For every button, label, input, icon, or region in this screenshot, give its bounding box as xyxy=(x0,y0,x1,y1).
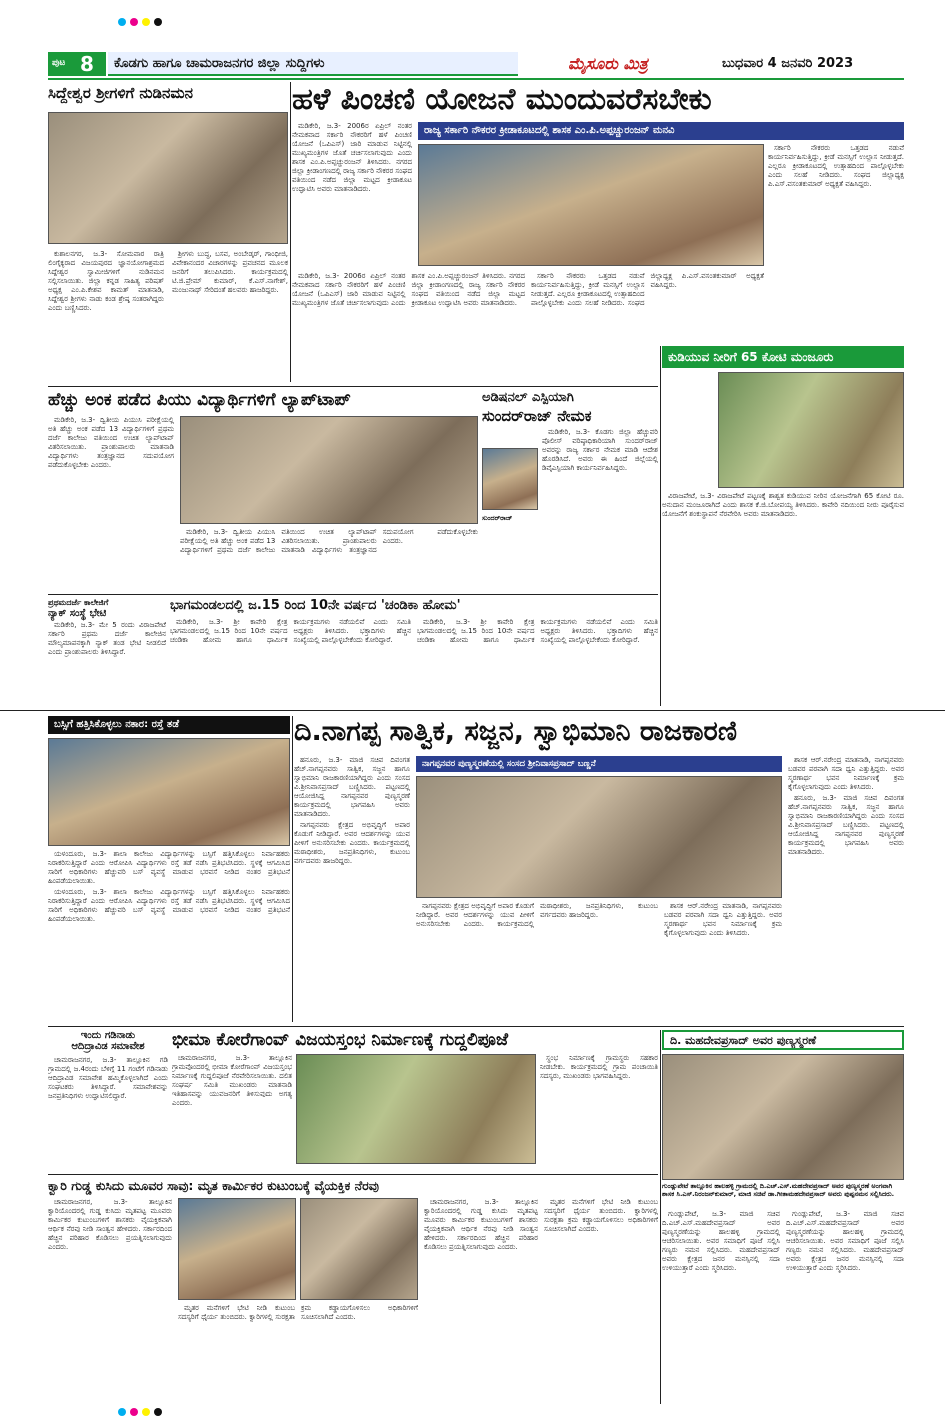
strap: ನಾಗಪ್ಪನವರ ಪುಣ್ಯಸ್ಮರಣೆಯಲ್ಲಿ ಸಂಸದ ಶ್ರೀನಿವಾಸಪ್ರಸಾದ್ ಬಣ್ಣನೆ xyxy=(422,759,596,769)
row-rule-3 xyxy=(48,1026,904,1027)
headline-line-2: ಸುಂದರ್‌ರಾಜ್ ನೇಮಕ xyxy=(482,407,592,425)
story-body-2: ಮೃತರ ಮನೆಗಳಿಗೆ ಭೇಟಿ ನೀಡಿ ಕುಟುಂಬ ಸದಸ್ಯರಿಗೆ ಧೈರ್ಯ ತುಂಬಿದರು. ಕ್ವಾರಿಗಳಲ್ಲಿ ಸುರಕ್ಷತಾ ಕ್ರಮ ಕಡ್ಡಾಯಗೊಳಿಸಲು ಅಧಿಕಾರಿಗಳಿಗೆ ಸೂಚಿಸಲಾಗಿದೆ ಎಂದರು. xyxy=(178,1304,418,1321)
headline: ಬಸ್ಸಿಗೆ ಹತ್ತಿಸಿಕೊಳ್ಳಲು ನಕಾರ: ರಸ್ತೆ ತಡೆ xyxy=(54,719,179,730)
story-quarry xyxy=(48,1178,658,1404)
headline-line-1: ಅಡಿಷನಲ್ ಎಸ್ಪಿಯಾಗಿ xyxy=(482,390,574,405)
story-body-2: ಶ್ರೀಗಳು ಬುದ್ಧ, ಬಸವ, ಅಂಬೇಡ್ಕರ್, ಗಾಂಧೀಜಿ, ವಿವೇಕಾನಂದರ ವಿಚಾರಗಳನ್ನು ಪ್ರವಚನದ ಮೂಲಕ ಜನರಿಗೆ ತಲುಪಿಸಿದರು. ಕಾರ್ಯಕ್ರಮದಲ್ಲಿ ಟಿ.ಜಿ.ಪ್ರೇಮ್ ಕುಮಾರ್, ಕೆ.ಎಸ್.ನಾಗೇಶ್, ಮಂಜುನಾಥ್ ಸೇರಿದಂತೆ ಹಲವರು ಹಾಜರಿದ್ದರು. xyxy=(172,250,288,294)
story-body: ಚಾಮರಾಜನಗರ, ಜ.3- ತಾಲ್ಲೂಕಿನ ಕ್ವಾರಿಯೊಂದರಲ್ಲಿ ಗುಡ್ಡ ಕುಸಿದು ಮೃತಪಟ್ಟ ಮೂವರು ಕಾರ್ಮಿಕರ ಕುಟುಂಬಗಳಿಗೆ ಶಾಸಕರು ವೈಯಕ್ತಿಕವಾಗಿ ಆರ್ಥಿಕ ನೆರವು ನೀಡಿ ಸಾಂತ್ವನ ಹೇಳಿದರು. ಸರ್ಕಾರದಿಂದ ಹೆಚ್ಚಿನ ಪರಿಹಾರ ಕೊಡಿಸಲು ಪ್ರಯತ್ನಿಸಲಾಗುವುದು ಎಂದರು. xyxy=(48,1198,172,1251)
story-body-2: ನಾಗಪ್ಪನವರು ಕ್ಷೇತ್ರದ ಅಭಿವೃದ್ಧಿಗೆ ಅಪಾರ ಕೊಡುಗೆ ನೀಡಿದ್ದಾರೆ. ಅವರ ಆದರ್ಶಗಳನ್ನು ಯುವ ಪೀಳಿಗೆ ಅನುಸರಿಸಬೇಕು ಎಂದರು. ಕಾರ್ಯಕ್ರಮದಲ್ಲಿ ಮಠಾಧೀಶರು, ಜನಪ್ರತಿನಿಧಿಗಳು, ಕುಟುಂಬ ವರ್ಗದವರು ಹಾಜರಿದ್ದರು. ಶಾಸಕ ಆರ್.ನರೇಂದ್ರ ಮಾತನಾಡಿ, ನಾಗಪ್ಪನವರು ಬಡವರ ಪರವಾಗಿ ಸದಾ ಧ್ವನಿ ಎತ್ತುತ್ತಿದ್ದರು. ಅವರ ಸ್ಮರಣಾರ್ಥ ಭವನ ನಿರ್ಮಾಣಕ್ಕೆ ಕ್ರಮ ಕೈಗೊಳ್ಳಲಾಗುವುದು ಎಂದು ತಿಳಿಸಿದರು. xyxy=(416,902,782,937)
story-chandika xyxy=(170,598,658,704)
row-rule-1 xyxy=(48,386,658,387)
section-title: ಕೊಡಗು ಹಾಗೂ ಚಾಮರಾಜನಗರ ಜಿಲ್ಲಾ ಸುದ್ದಿಗಳು xyxy=(114,56,325,71)
story-bus xyxy=(48,716,290,1022)
portrait-photo xyxy=(482,448,538,510)
headline: ದಿ.ನಾಗಪ್ಪ ಸಾತ್ವಿಕ, ಸಜ್ಜನ, ಸ್ವಾಭಿಮಾನಿ ರಾಜಕಾರಣಿ xyxy=(294,716,737,747)
story-body-3: ಶಾಸಕ ಆರ್.ನರೇಂದ್ರ ಮಾತನಾಡಿ, ನಾಗಪ್ಪನವರು ಬಡವರ ಪರವಾಗಿ ಸದಾ ಧ್ವನಿ ಎತ್ತುತ್ತಿದ್ದರು. ಅವರ ಸ್ಮರಣಾರ್ಥ ಭವನ ನಿರ್ಮಾಣಕ್ಕೆ ಕ್ರಮ ಕೈಗೊಳ್ಳಲಾಗುವುದು ಎಂದು ತಿಳಿಸಿದರು. ಹನೂರು, ಜ.3- ಮಾಜಿ ಸಚಿವ ದಿವಂಗತ ಹೆಚ್.ನಾಗಪ್ಪನವರು ಸಾತ್ವಿಕ, ಸಜ್ಜನ ಹಾಗೂ ಸ್ವಾಭಿಮಾನಿ ರಾಜಕಾರಣಿಯಾಗಿದ್ದರು ಎಂದು ಸಂಸದ ವಿ.ಶ್ರೀನಿವಾಸಪ್ರಸಾದ್ ಬಣ್ಣಿಸಿದರು. ಪಟ್ಟಣದಲ್ಲಿ ಆಯೋಜಿಸಿದ್ದ ನಾಗಪ್ಪನವರ ಪುಣ್ಯಸ್ಮರಣೆ ಕಾರ್ಯಕ್ರಮದಲ್ಲಿ ಭಾಗವಹಿಸಿ ಅವರು ಮಾತನಾಡಿದರು. xyxy=(788,756,904,856)
page-label: ಪುಟ xyxy=(52,58,66,68)
strap: ರಾಜ್ಯ ಸರ್ಕಾರಿ ನೌಕರರ ಕ್ರೀಡಾಕೂಟದಲ್ಲಿ ಶಾಸಕ ಎಂ.ಪಿ.ಅಪ್ಪಚ್ಚುರಂಜನ್ ಮನವಿ xyxy=(424,125,675,136)
headline: ಸಿದ್ದೇಶ್ವರ ಶ್ರೀಗಳಿಗೆ ನುಡಿನಮನ xyxy=(48,84,193,102)
headline: ಕುಡಿಯುವ ನೀರಿಗೆ 65 ಕೋಟಿ ಮಂಜೂರು xyxy=(668,350,834,364)
story-body: ಹನೂರು, ಜ.3- ಮಾಜಿ ಸಚಿವ ದಿವಂಗತ ಹೆಚ್.ನಾಗಪ್ಪನವರು ಸಾತ್ವಿಕ, ಸಜ್ಜನ ಹಾಗೂ ಸ್ವಾಭಿಮಾನಿ ರಾಜಕಾರಣಿಯಾಗಿದ್ದರು ಎಂದು ಸಂಸದ ವಿ.ಶ್ರೀನಿವಾಸಪ್ರಸಾದ್ ಬಣ್ಣಿಸಿದರು. ಪಟ್ಟಣದಲ್ಲಿ ಆಯೋಜಿಸಿದ್ದ ನಾಗಪ್ಪನವರ ಪುಣ್ಯಸ್ಮರಣೆ ಕಾರ್ಯಕ್ರಮದಲ್ಲಿ ಭಾಗವಹಿಸಿ ಅವರು ಮಾತನಾಡಿದರು. ನಾಗಪ್ಪನವರು ಕ್ಷೇತ್ರದ ಅಭಿವೃದ್ಧಿಗೆ ಅಪಾರ ಕೊಡುಗೆ ನೀಡಿದ್ದಾರೆ. ಅವರ ಆದರ್ಶಗಳನ್ನು ಯುವ ಪೀಳಿಗೆ ಅನುಸರಿಸಬೇಕು ಎಂದರು. ಕಾರ್ಯಕ್ರಮದಲ್ಲಿ ಮಠಾಧೀಶರು, ಜನಪ್ರತಿನಿಧಿಗಳು, ಕುಟುಂಬ ವರ್ಗದವರು ಹಾಜರಿದ್ದರು. xyxy=(294,756,410,865)
story-body-2: ಸರ್ಕಾರಿ ನೌಕರರು ಒತ್ತಡದ ನಡುವೆ ಕಾರ್ಯನಿರ್ವಹಿಸುತ್ತಿದ್ದು, ಕ್ರೀಡೆ ಮನಸ್ಸಿಗೆ ಉಲ್ಲಾಸ ನೀಡುತ್ತದೆ. ಎಲ್ಲರೂ ಕ್ರೀಡಾಕೂಟದಲ್ಲಿ ಉತ್ಸಾಹದಿಂದ ಪಾಲ್ಗೊಳ್ಳಬೇಕು ಎಂದು ಸಲಹೆ ನೀಡಿದರು. ಸಂಘದ ಜಿಲ್ಲಾಧ್ಯಕ್ಷ ಪಿ.ಎಸ್.ವಸಂತಕುಮಾರ್ ಅಧ್ಯಕ್ಷತೆ ವಹಿಸಿದ್ದರು. xyxy=(768,144,904,188)
page-label-badge xyxy=(48,52,106,76)
headline-bar xyxy=(662,1030,904,1050)
story-body: ಮಡಿಕೇರಿ, ಜ.3- ಕೊಡಗು ಜಿಲ್ಲಾ ಹೆಚ್ಚುವರಿ ಪೊಲೀಸ್ ವರಿಷ್ಠಾಧಿಕಾರಿಯಾಗಿ ಸುಂದರ್‌ರಾಜ್ ಅವರನ್ನು ರಾಜ್ಯ ಸರ್ಕಾರ ನೇಮಕ ಮಾಡಿ ಆದೇಶ ಹೊರಡಿಸಿದೆ. ಅವರು ಈ ಹಿಂದೆ ಜಿಲ್ಲೆಯಲ್ಲಿ ಡಿವೈಎಸ್ಪಿಯಾಗಿ ಕಾರ್ಯನಿರ್ವಹಿಸಿದ್ದರು. xyxy=(542,428,658,472)
story-photo xyxy=(718,372,904,488)
fold-rule xyxy=(0,710,945,711)
headline-line-1: ಇಂದು ಗಡಿನಾಡು xyxy=(80,1030,136,1041)
masthead-rule xyxy=(48,78,904,80)
column-rule-a xyxy=(290,82,291,382)
story-water xyxy=(662,346,904,646)
headline: ಭಾಗಮಂಡಲದಲ್ಲಿ ಜ.15 ರಿಂದ 10ನೇ ವರ್ಷದ 'ಚಂಡಿಕಾ ಹೋಮ' xyxy=(170,598,461,613)
story-body-2: ಮಡಿಕೇರಿ, ಜ.3- ದ್ವಿತೀಯ ಪಿಯುಸಿ ಪರೀಕ್ಷೆಯಲ್ಲಿ ಅತಿ ಹೆಚ್ಚು ಅಂಕ ಪಡೆದ 13 ವಿದ್ಯಾರ್ಥಿಗಳಿಗೆ ಪ್ರಥಮ ದರ್ಜೆ ಕಾಲೇಜು ವತಿಯಿಂದ ಉಚಿತ ಲ್ಯಾಪ್‌ಟಾಪ್ ವಿತರಿಸಲಾಯಿತು. ಪ್ರಾಂಶುಪಾಲರು ಮಾತನಾಡಿ ವಿದ್ಯಾರ್ಥಿಗಳು ತಂತ್ರಜ್ಞಾನದ ಸದುಪಯೋಗ ಪಡೆದುಕೊಳ್ಳಬೇಕು ಎಂದರು. xyxy=(180,528,478,554)
story-photo xyxy=(416,776,782,898)
story-body: ಮಡಿಕೇರಿ, ಜ.3- ದ್ವಿತೀಯ ಪಿಯುಸಿ ಪರೀಕ್ಷೆಯಲ್ಲಿ ಅತಿ ಹೆಚ್ಚು ಅಂಕ ಪಡೆದ 13 ವಿದ್ಯಾರ್ಥಿಗಳಿಗೆ ಪ್ರಥಮ ದರ್ಜೆ ಕಾಲೇಜು ವತಿಯಿಂದ ಉಚಿತ ಲ್ಯಾಪ್‌ಟಾಪ್ ವಿತರಿಸಲಾಯಿತು. ಪ್ರಾಂಶುಪಾಲರು ಮಾತನಾಡಿ ವಿದ್ಯಾರ್ಥಿಗಳು ತಂತ್ರಜ್ಞಾನದ ಸದುಪಯೋಗ ಪಡೆದುಕೊಳ್ಳಬೇಕು ಎಂದರು. xyxy=(48,416,174,469)
portrait-caption: ಸುಂದರ್‌ರಾಜ್ xyxy=(482,514,513,522)
story-photo xyxy=(48,738,290,846)
story-body-2: ಸ್ಥಂಭ ನಿರ್ಮಾಣಕ್ಕೆ ಗ್ರಾಮಸ್ಥರು ಸಹಕಾರ ನೀಡಬೇಕು. ಕಾರ್ಯಕ್ರಮದಲ್ಲಿ ಗ್ರಾಮ ಪಂಚಾಯಿತಿ ಸದಸ್ಯರು, ಮುಖಂಡರು ಭಾಗವಹಿಸಿದ್ದರು. xyxy=(540,1054,658,1080)
registration-dot-cyan-top xyxy=(118,18,126,26)
story-photo xyxy=(296,1054,536,1164)
section-title-bar xyxy=(108,52,518,76)
story-body: ಚಾಮರಾಜನಗರ, ಜ.3- ತಾಲ್ಲೂಕಿನ ಗ್ರಾಮವೊಂದರಲ್ಲಿ ಭೀಮಾ ಕೋರೆಗಾಂವ್ ವಿಜಯಸ್ತಂಭ ನಿರ್ಮಾಣಕ್ಕೆ ಗುದ್ದಲಿಪೂಜೆ ನೆರವೇರಿಸಲಾಯಿತು. ದಲಿತ ಸಂಘರ್ಷ ಸಮಿತಿ ಮುಖಂಡರು ಮಾತನಾಡಿ ಇತಿಹಾಸವನ್ನು ಯುವಜನರಿಗೆ ತಿಳಿಸುವುದು ಅಗತ್ಯ ಎಂದರು. xyxy=(172,1054,292,1107)
story-sundarraj xyxy=(482,390,658,590)
headline: ಕ್ವಾರಿ ಗುಡ್ಡ ಕುಸಿದು ಮೂವರ ಸಾವು: ಮೃತ ಕಾರ್ಮಿಕರ ಕುಟುಂಬಕ್ಕೆ ವೈಯಕ್ತಿಕ ನೆರವು xyxy=(48,1178,379,1193)
column-rule-b xyxy=(660,346,661,706)
column-rule-c xyxy=(292,716,293,1022)
story-body: ಚಾಮರಾಜನಗರ, ಜ.3- ತಾಲ್ಲೂಕಿನ ಗಡಿ ಗ್ರಾಮದಲ್ಲಿ ಜ.4ರಂದು ಬೆಳಿಗ್ಗೆ 11 ಗಂಟೆಗೆ ಗಡಿನಾಡು ಆದಿದ್ರಾವಿಡ ಸಮಾವೇಶ ಹಮ್ಮಿಕೊಳ್ಳಲಾಗಿದೆ ಎಂದು ಸಂಘಟಕರು ತಿಳಿಸಿದ್ದಾರೆ. ಸಮಾವೇಶವನ್ನು ಜನಪ್ರತಿನಿಧಿಗಳು ಉದ್ಘಾಟಿಸಲಿದ್ದಾರೆ. xyxy=(48,1056,168,1100)
registration-dot-cyan-bottom xyxy=(118,1408,126,1416)
story-body: ಮಡಿಕೇರಿ, ಜ.3- 2006ರ ಏಪ್ರಿಲ್ ನಂತರ ನೇಮಕವಾದ ಸರ್ಕಾರಿ ನೌಕರರಿಗೆ ಹಳೆ ಪಿಂಚಣಿ ಯೋಜನೆ (ಒಪಿಎಸ್) ಜಾರಿ ಮಾಡುವ ನಿಟ್ಟಿನಲ್ಲಿ ಮುಖ್ಯಮಂತ್ರಿಗಳ ಜೊತೆ ಚರ್ಚಿಸಲಾಗುವುದು ಎಂದು ಶಾಸಕ ಎಂ.ಪಿ.ಅಪ್ಪಚ್ಚುರಂಜನ್ ತಿಳಿಸಿದರು. ನಗರದ ಜಿಲ್ಲಾ ಕ್ರೀಡಾಂಗಣದಲ್ಲಿ ರಾಜ್ಯ ಸರ್ಕಾರಿ ನೌಕರರ ಸಂಘದ ವತಿಯಿಂದ ನಡೆದ ಜಿಲ್ಲಾ ಮಟ್ಟದ ಕ್ರೀಡಾಕೂಟ ಉದ್ಘಾಟಿಸಿ ಅವರು ಮಾತನಾಡಿದರು. xyxy=(292,122,412,193)
story-photo-right xyxy=(300,1198,418,1300)
story-mahadevaprasad xyxy=(662,1030,904,1404)
story-body: ವಿರಾಜಪೇಟೆ, ಜ.3- ವಿರಾಜಪೇಟೆ ಪಟ್ಟಣಕ್ಕೆ ಶಾಶ್ವತ ಕುಡಿಯುವ ನೀರಿನ ಯೋಜನೆಗಾಗಿ 65 ಕೋಟಿ ರೂ. ಅನುದಾನ ಮಂಜೂರಾಗಿದೆ ಎಂದು ಶಾಸಕ ಕೆ.ಜಿ.ಬೋಪಯ್ಯ ತಿಳಿಸಿದರು. ಕಾವೇರಿ ನದಿಯಿಂದ ನೀರು ಪೂರೈಸುವ ಯೋಜನೆಗೆ ಶಂಕುಸ್ಥಾಪನೆ ನೆರವೇರಿಸಿ ಅವರು ಮಾತನಾಡಿದರು. xyxy=(662,492,904,518)
story-photo xyxy=(48,112,288,244)
row-rule-2 xyxy=(48,594,658,595)
headline-line-1: ಪ್ರಥಮದರ್ಜೆ ಕಾಲೇಜಿಗೆ xyxy=(48,598,109,607)
story-nagappa xyxy=(294,716,904,1022)
headline: ಭೀಮಾ ಕೋರೆಗಾಂವ್ ವಿಜಯಸ್ತಂಭ ನಿರ್ಮಾಣಕ್ಕೆ ಗುದ್ದಲಿಪೂಜೆ xyxy=(172,1030,509,1050)
story-body: ಮಡಿಕೇರಿ, ಜ.3- ಮೇ 5 ರಂದು ವಿರಾಜಪೇಟೆ ಸರ್ಕಾರಿ ಪ್ರಥಮ ದರ್ಜೆ ಕಾಲೇಜಿನ ಮೌಲ್ಯಮಾಪನಕ್ಕಾಗಿ ನ್ಯಾಕ್ ತಂಡ ಭೇಟಿ ನೀಡಲಿದೆ ಎಂದು ಪ್ರಾಂಶುಪಾಲರು ತಿಳಿಸಿದ್ದಾರೆ. xyxy=(48,621,166,656)
page-number: 8 xyxy=(80,52,94,76)
headline-bar xyxy=(48,716,290,734)
headline: ಹಳೆ ಪಿಂಚಣಿ ಯೋಜನೆ ಮುಂದುವರೆಸಬೇಕು xyxy=(292,82,712,117)
story-body: ಯಳಂದೂರು, ಜ.3- ಶಾಲಾ ಕಾಲೇಜು ವಿದ್ಯಾರ್ಥಿಗಳನ್ನು ಬಸ್ಸಿಗೆ ಹತ್ತಿಸಿಕೊಳ್ಳಲು ನಿರ್ವಾಹಕರು ನಿರಾಕರಿಸುತ್ತಿದ್ದಾರೆ ಎಂದು ಆರೋಪಿಸಿ ವಿದ್ಯಾರ್ಥಿಗಳು ರಸ್ತೆ ತಡೆ ನಡೆಸಿ ಪ್ರತಿಭಟಿಸಿದರು. ಸ್ಥಳಕ್ಕೆ ಆಗಮಿಸಿದ ಸಾರಿಗೆ ಅಧಿಕಾರಿಗಳು ಹೆಚ್ಚುವರಿ ಬಸ್ ವ್ಯವಸ್ಥೆ ಮಾಡುವ ಭರವಸೆ ನೀಡಿದ ನಂತರ ಪ್ರತಿಭಟನೆ ಹಿಂಪಡೆಯಲಾಯಿತು. ಯಳಂದೂರು, ಜ.3- ಶಾಲಾ ಕಾಲೇಜು ವಿದ್ಯಾರ್ಥಿಗಳನ್ನು ಬಸ್ಸಿಗೆ ಹತ್ತಿಸಿಕೊಳ್ಳಲು ನಿರ್ವಾಹಕರು ನಿರಾಕರಿಸುತ್ತಿದ್ದಾರೆ ಎಂದು ಆರೋಪಿಸಿ ವಿದ್ಯಾರ್ಥಿಗಳು ರಸ್ತೆ ತಡೆ ನಡೆಸಿ ಪ್ರತಿಭಟಿಸಿದರು. ಸ್ಥಳಕ್ಕೆ ಆಗಮಿಸಿದ ಸಾರಿಗೆ ಅಧಿಕಾರಿಗಳು ಹೆಚ್ಚುವರಿ ಬಸ್ ವ್ಯವಸ್ಥೆ ಮಾಡುವ ಭರವಸೆ ನೀಡಿದ ನಂತರ ಪ್ರತಿಭಟನೆ ಹಿಂಪಡೆಯಲಾಯಿತು. xyxy=(48,850,290,923)
row-rule-4 xyxy=(48,1174,658,1175)
story-pension xyxy=(292,82,904,382)
registration-dot-yellow-bottom xyxy=(142,1408,150,1416)
headline-line-2: ಆದಿದ್ರಾವಿಡ ಸಮಾವೇಶ xyxy=(71,1041,145,1052)
story-body-3: ಚಾಮರಾಜನಗರ, ಜ.3- ತಾಲ್ಲೂಕಿನ ಕ್ವಾರಿಯೊಂದರಲ್ಲಿ ಗುಡ್ಡ ಕುಸಿದು ಮೃತಪಟ್ಟ ಮೂವರು ಕಾರ್ಮಿಕರ ಕುಟುಂಬಗಳಿಗೆ ಶಾಸಕರು ವೈಯಕ್ತಿಕವಾಗಿ ಆರ್ಥಿಕ ನೆರವು ನೀಡಿ ಸಾಂತ್ವನ ಹೇಳಿದರು. ಸರ್ಕಾರದಿಂದ ಹೆಚ್ಚಿನ ಪರಿಹಾರ ಕೊಡಿಸಲು ಪ್ರಯತ್ನಿಸಲಾಗುವುದು ಎಂದರು. ಮೃತರ ಮನೆಗಳಿಗೆ ಭೇಟಿ ನೀಡಿ ಕುಟುಂಬ ಸದಸ್ಯರಿಗೆ ಧೈರ್ಯ ತುಂಬಿದರು. ಕ್ವಾರಿಗಳಲ್ಲಿ ಸುರಕ್ಷತಾ ಕ್ರಮ ಕಡ್ಡಾಯಗೊಳಿಸಲು ಅಧಿಕಾರಿಗಳಿಗೆ ಸೂಚಿಸಲಾಗಿದೆ ಎಂದರು. xyxy=(424,1198,658,1251)
story-body: ಮಡಿಕೇರಿ, ಜ.3- ಶ್ರೀ ಕಾವೇರಿ ಕ್ಷೇತ್ರ ಭಾಗಮಂಡಲದಲ್ಲಿ ಜ.15 ರಿಂದ 10ನೇ ವರ್ಷದ ಚಂಡಿಕಾ ಹೋಮ ಹಾಗೂ ಧಾರ್ಮಿಕ ಕಾರ್ಯಕ್ರಮಗಳು ನಡೆಯಲಿವೆ ಎಂದು ಸಮಿತಿ ಅಧ್ಯಕ್ಷರು ತಿಳಿಸಿದರು. ಭಕ್ತಾದಿಗಳು ಹೆಚ್ಚಿನ ಸಂಖ್ಯೆಯಲ್ಲಿ ಪಾಲ್ಗೊಳ್ಳಬೇಕೆಂದು ಕೋರಿದ್ದಾರೆ. ಮಡಿಕೇರಿ, ಜ.3- ಶ್ರೀ ಕಾವೇರಿ ಕ್ಷೇತ್ರ ಭಾಗಮಂಡಲದಲ್ಲಿ ಜ.15 ರಿಂದ 10ನೇ ವರ್ಷದ ಚಂಡಿಕಾ ಹೋಮ ಹಾಗೂ ಧಾರ್ಮಿಕ ಕಾರ್ಯಕ್ರಮಗಳು ನಡೆಯಲಿವೆ ಎಂದು ಸಮಿತಿ ಅಧ್ಯಕ್ಷರು ತಿಳಿಸಿದರು. ಭಕ್ತಾದಿಗಳು ಹೆಚ್ಚಿನ ಸಂಖ್ಯೆಯಲ್ಲಿ ಪಾಲ್ಗೊಳ್ಳಬೇಕೆಂದು ಕೋರಿದ್ದಾರೆ. xyxy=(170,618,658,644)
headline-line-2: ನ್ಯಾಕ್ ಸಂಸ್ಥೆ ಭೇಟಿ xyxy=(48,608,107,619)
masthead xyxy=(48,52,904,76)
headline: ದಿ. ಮಹದೇವಪ್ರಸಾದ್ ಅವರ ಪುಣ್ಯಸ್ಮರಣೆ xyxy=(670,1034,817,1047)
issue-date: ಬುಧವಾರ 4 ಜನವರಿ 2023 xyxy=(722,56,854,71)
story-photo xyxy=(180,416,478,524)
paper-name: ಮೈಸೂರು ಮಿತ್ರ xyxy=(568,54,648,73)
story-body: ಕುಶಾಲನಗರ, ಜ.3- ಸೋಮವಾರ ರಾತ್ರಿ ಲಿಂಗೈಕ್ಯರಾದ ವಿಜಯಪುರದ ಜ್ಞಾನಯೋಗಾಶ್ರಮದ ಸಿದ್ದೇಶ್ವರ ಸ್ವಾಮೀಜಿಗಳಿಗೆ ನುಡಿನಮನ ಸಲ್ಲಿಸಲಾಯಿತು. ಜಿಲ್ಲಾ ಕನ್ನಡ ಸಾಹಿತ್ಯ ಪರಿಷತ್ ಅಧ್ಯಕ್ಷ ಎಂ.ಪಿ.ಕೇಶವ ಕಾಮತ್ ಮಾತನಾಡಿ, ಸಿದ್ದೇಶ್ವರ ಶ್ರೀಗಳು ನಾಡು ಕಂಡ ಶ್ರೇಷ್ಠ ಸಂತರಾಗಿದ್ದರು ಎಂದು ಬಣ್ಣಿಸಿದರು. xyxy=(48,250,164,312)
story-body: ಗುಂಡ್ಲುಪೇಟೆ, ಜ.3- ಮಾಜಿ ಸಚಿವ ದಿ.ಎಚ್.ಎಸ್.ಮಹದೇವಪ್ರಸಾದ್ ಅವರ ಪುಣ್ಯಸ್ಮರಣೆಯನ್ನು ಹಾಲಹಳ್ಳಿ ಗ್ರಾಮದಲ್ಲಿ ಆಚರಿಸಲಾಯಿತು. ಅವರ ಸಮಾಧಿಗೆ ಪೂಜೆ ಸಲ್ಲಿಸಿ ಗಣ್ಯರು ನಮನ ಸಲ್ಲಿಸಿದರು. ಮಹದೇವಪ್ರಸಾದ್ ಅವರು ಕ್ಷೇತ್ರದ ಜನರ ಮನಸ್ಸಿನಲ್ಲಿ ಸದಾ ಉಳಿಯುತ್ತಾರೆ ಎಂದು ಸ್ಮರಿಸಿದರು. ಗುಂಡ್ಲುಪೇಟೆ, ಜ.3- ಮಾಜಿ ಸಚಿವ ದಿ.ಎಚ್.ಎಸ್.ಮಹದೇವಪ್ರಸಾದ್ ಅವರ ಪುಣ್ಯಸ್ಮರಣೆಯನ್ನು ಹಾಲಹಳ್ಳಿ ಗ್ರಾಮದಲ್ಲಿ ಆಚರಿಸಲಾಯಿತು. ಅವರ ಸಮಾಧಿಗೆ ಪೂಜೆ ಸಲ್ಲಿಸಿ ಗಣ್ಯರು ನಮನ ಸಲ್ಲಿಸಿದರು. ಮಹದೇವಪ್ರಸಾದ್ ಅವರು ಕ್ಷೇತ್ರದ ಜನರ ಮನಸ್ಸಿನಲ್ಲಿ ಸದಾ ಉಳಿಯುತ್ತಾರೆ ಎಂದು ಸ್ಮರಿಸಿದರು. xyxy=(662,1210,904,1272)
column-rule-d xyxy=(660,1030,661,1404)
story-adivasi xyxy=(48,1030,168,1170)
story-laptop xyxy=(48,390,478,590)
story-naac xyxy=(48,598,166,704)
story-bhima xyxy=(172,1030,658,1170)
registration-dot-yellow-top xyxy=(142,18,150,26)
headline: ಹೆಚ್ಚು ಅಂಕ ಪಡೆದ ಪಿಯು ವಿದ್ಯಾರ್ಥಿಗಳಿಗೆ ಲ್ಯಾಪ್‌ಟಾಪ್ xyxy=(48,390,351,410)
registration-dot-magenta-top xyxy=(130,18,138,26)
strap-bar xyxy=(416,756,782,772)
registration-dot-magenta-bottom xyxy=(130,1408,138,1416)
registration-dot-black-top xyxy=(154,18,162,26)
story-body-3: ಮಡಿಕೇರಿ, ಜ.3- 2006ರ ಏಪ್ರಿಲ್ ನಂತರ ನೇಮಕವಾದ ಸರ್ಕಾರಿ ನೌಕರರಿಗೆ ಹಳೆ ಪಿಂಚಣಿ ಯೋಜನೆ (ಒಪಿಎಸ್) ಜಾರಿ ಮಾಡುವ ನಿಟ್ಟಿನಲ್ಲಿ ಮುಖ್ಯಮಂತ್ರಿಗಳ ಜೊತೆ ಚರ್ಚಿಸಲಾಗುವುದು ಎಂದು ಶಾಸಕ ಎಂ.ಪಿ.ಅಪ್ಪಚ್ಚುರಂಜನ್ ತಿಳಿಸಿದರು. ನಗರದ ಜಿಲ್ಲಾ ಕ್ರೀಡಾಂಗಣದಲ್ಲಿ ರಾಜ್ಯ ಸರ್ಕಾರಿ ನೌಕರರ ಸಂಘದ ವತಿಯಿಂದ ನಡೆದ ಜಿಲ್ಲಾ ಮಟ್ಟದ ಕ್ರೀಡಾಕೂಟ ಉದ್ಘಾಟಿಸಿ ಅವರು ಮಾತನಾಡಿದರು. ಸರ್ಕಾರಿ ನೌಕರರು ಒತ್ತಡದ ನಡುವೆ ಕಾರ್ಯನಿರ್ವಹಿಸುತ್ತಿದ್ದು, ಕ್ರೀಡೆ ಮನಸ್ಸಿಗೆ ಉಲ್ಲಾಸ ನೀಡುತ್ತದೆ. ಎಲ್ಲರೂ ಕ್ರೀಡಾಕೂಟದಲ್ಲಿ ಉತ್ಸಾಹದಿಂದ ಪಾಲ್ಗೊಳ್ಳಬೇಕು ಎಂದು ಸಲಹೆ ನೀಡಿದರು. ಸಂಘದ ಜಿಲ್ಲಾಧ್ಯಕ್ಷ ಪಿ.ಎಸ್.ವಸಂತಕುಮಾರ್ ಅಧ್ಯಕ್ಷತೆ ವಹಿಸಿದ್ದರು. xyxy=(292,272,764,307)
story-photo xyxy=(418,144,764,266)
story-photo-left xyxy=(178,1198,296,1300)
registration-dot-black-bottom xyxy=(154,1408,162,1416)
photo-caption: ಗುಂಡ್ಲುಪೇಟೆ ತಾಲ್ಲೂಕಿನ ಹಾಲಹಳ್ಳಿ ಗ್ರಾಮದಲ್ಲಿ ದಿ.ಎಚ್.ಎಸ್.ಮಹದೇವಪ್ರಸಾದ್ ಅವರ ಪುಣ್ಯಸ್ಮರಣೆ ಅಂಗವಾಗಿ ಶಾಸಕ ಸಿ.ಎಸ್.ನಿರಂಜನ್‌ಕುಮಾರ್, ಮಾಜಿ ಸಚಿವೆ ಡಾ.ಗೀತಾಮಹದೇವಪ್ರಸಾದ್ ಅವರು ಪುಷ್ಪನಮನ ಸಲ್ಲಿಸಿದರು. xyxy=(662,1182,895,1198)
headline-bar xyxy=(662,346,904,368)
strap-bar xyxy=(418,122,904,140)
story-photo xyxy=(662,1054,904,1180)
story-siddeshwara xyxy=(48,82,288,382)
